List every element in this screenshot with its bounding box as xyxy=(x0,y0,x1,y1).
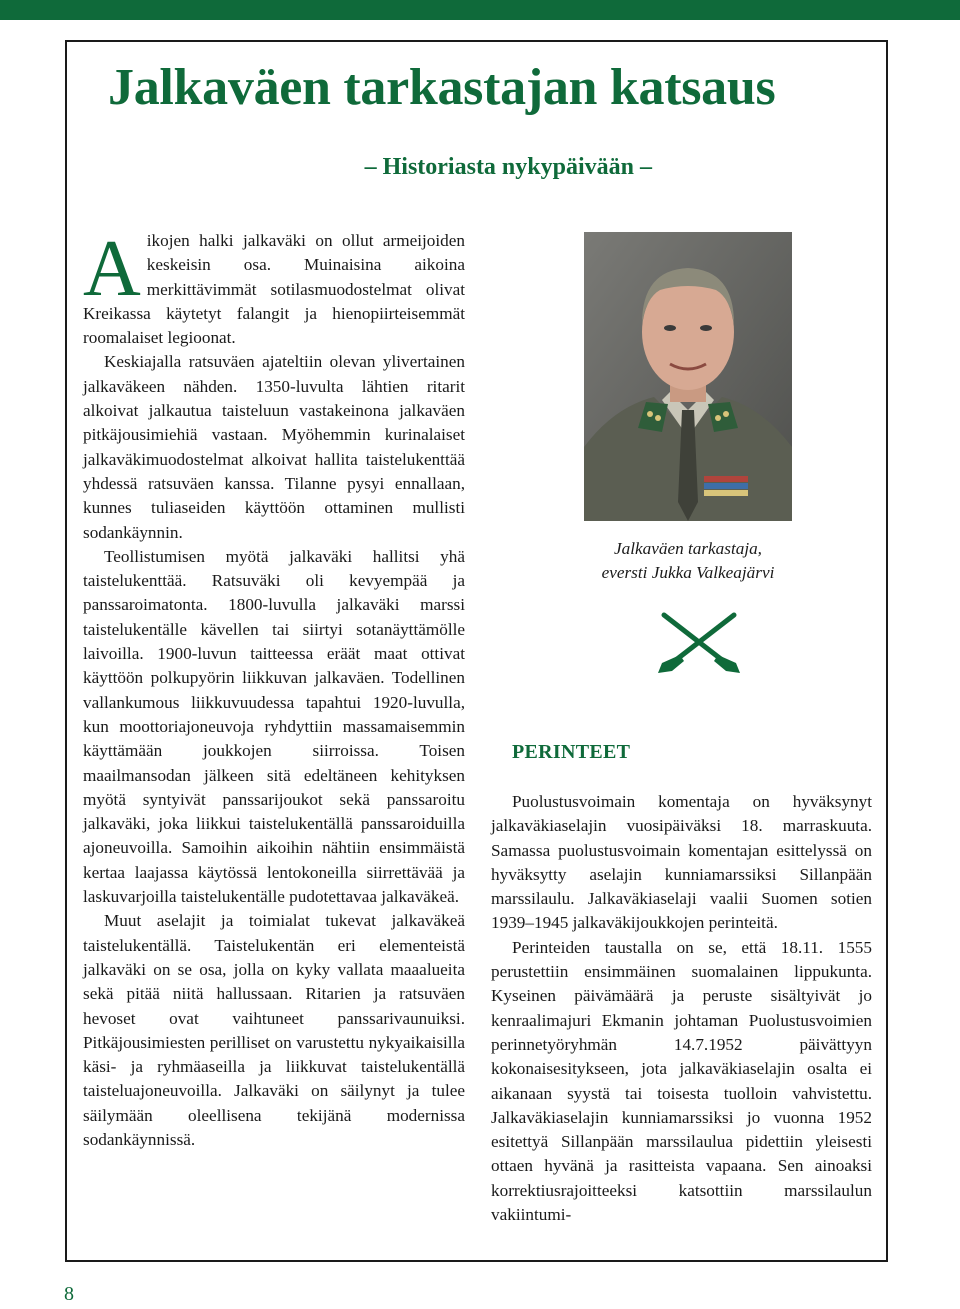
drop-cap: A xyxy=(83,225,141,313)
right-paragraph-1: Puolustusvoimain komentaja on hyväksynyt jalkaväkiaselajin vuosipäiväksi 18. marraskuuta. Samassa puolustusvoimain komentajan esittelyssä on hyväksytty aselajin kunniamarssiksi Sillanpään marssilaulu. Jalkaväkiaselaji vaalii Suomen sotien 1939–1945 jalkaväkijoukkojen perinteitä. xyxy=(491,792,872,933)
portrait-illustration xyxy=(584,232,792,521)
article-title: Jalkaväen tarkastajan katsaus xyxy=(108,59,776,116)
paragraph-1-text: ikojen halki jalkaväki on ollut armeijoiden keskeisin osa. Muinaisina aikoina merkittävimmät sotilasmuodostelmat olivat Kreikassa käytetyt falangit ja hienopiirteisemmät roomalaiset legioonat. xyxy=(83,231,465,348)
page-number: 8 xyxy=(64,1283,74,1305)
left-column xyxy=(83,225,465,1152)
paragraph-3: Teollistumisen myötä jalkaväki hallitsi yhä taistelukenttää. Ratsuväki oli kevyempää ja panssaroimatonta. 1800-luvulla jalkaväki marssi taistelukentälle kävellen tai siirtyi sotanäyttämölle laivoilla. 1900-luvun taitteessa eräät maat ottivat käyttöön polkupyörin liikkuvan jalkaväen. Todellinen vallankumous liikkuvuudessa tapahtui 1920-luvulla, kun moottoriajoneuvoja ryhdyttiin massamaisemmin käyttämään joukkojen siirroissa. Toisen maailmansodan jälkeen sitä edeltäneen kehityksen myötä syntyivät panssarijoukot sekä panssaroitu jalkaväki, joka liikkui taistelukentällä panssaroiduilla ajoneuvoilla. Samoihin aikoihin nähtiin ensimmäistä kertaa laajassa käytössä lentokoneilla siirrettävää ja laskuvarjoilla taistelukentälle pudotettavaa jalkaväkeä. xyxy=(83,546,465,907)
top-color-bar xyxy=(0,0,960,20)
right-paragraph-2: Perinteiden taustalla on se, että 18.11. 1555 perustettiin ensimmäinen suomalainen lippukunta. Kyseinen päivämäärä ja peruste sisältyivät jo kenraalimajuri Ekmanin johtaman Puolustusvoimien perinnetyöryhmän 14.7.1952 päivättyyn kokonaisesitykseen, jota jalkaväkiaselajin osalta ei aikanaan syystä tai toisesta tuolloin vahvistettu. Jalkaväkiaselajin kunniamarssiksi jo vuonna 1952 esitettyä Sillanpään marssilaulua pidettiin yleisesti ottaen hyvänä ja rasitteista vapaana. Sen ainoaksi korrektiusrajoitteeksi katsottiin marssilaulun vakiintumi- xyxy=(491,937,872,1225)
section-heading-perinteet: PERINTEET xyxy=(512,741,631,763)
article-subtitle: – Historiasta nykypäivään – xyxy=(364,154,652,180)
paragraph-1 xyxy=(83,225,465,350)
paragraph-2: Keskiajalla ratsuväen ajateltiin olevan ylivertainen jalkaväkeen nähden. 1350-luvulta lähtien ritarit alkoivat jalkautua taisteluun vastakeinona jalkaväen pitkäjousimiehiä vastaan. Myöhemmin kurinalaiset jalkaväkimuodostelmat alkoivat hallita taistelukenttää yhdessä ratsuväen kanssa. Tilanne pysyi ennallaan, kunnes tuliaseiden käyttöön ottaminen mullisti sodankäynnin. xyxy=(83,352,465,542)
paragraph-4: Muut aselajit ja toimialat tukevat jalkaväkeä taistelukentällä. Taistelukentän eri elementeistä jalkaväki on se osa, jolla on kyky vallata maaalueita sekä pitää niitä hallussaan. Ritarien ja ratsuväen hevoset ovat vaihtuneet panssarivaunuiksi. Pitkäjousimiesten perilliset on varustettu nykyaikaisilla käsi- ja ryhmäaseilla ja liikkuvat taistelukentällä taisteluajoneuvoilla. Jalkaväki on säilynyt ja tulee säilymään oleellisena tekijänä modernissa sodankäynnissä. xyxy=(83,911,465,1149)
caption-line-2: eversti Jukka Valkeajärvi xyxy=(601,563,775,582)
portrait-photo xyxy=(584,232,792,521)
photo-caption xyxy=(560,537,816,585)
crossed-rifles-icon xyxy=(656,611,742,675)
caption-line-1: Jalkaväen tarkastaja, xyxy=(614,539,762,558)
right-column xyxy=(491,790,872,1227)
